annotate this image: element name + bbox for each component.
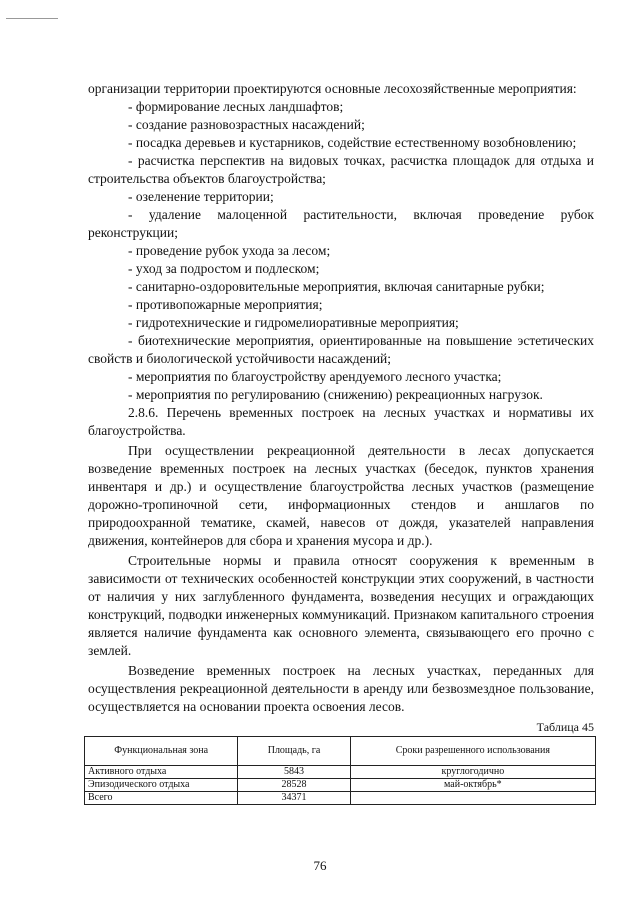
document-body xyxy=(88,80,594,805)
paragraph: Строительные нормы и правила относят сооружения к временным в зависимости от технических особенностей конструкции этих сооружений, в частности от наличия у них заглубленного фундамента, возведения несущих и ограждающих конструкций, подводки инженерных коммуникаций. Признаком капитального строения является наличие фундамента как основного элемента, связывающего его прочно с землей. xyxy=(88,553,594,658)
table-row xyxy=(85,766,596,779)
table-cell: Эпизодического отдыха xyxy=(85,779,238,792)
table-caption: Таблица 45 xyxy=(536,720,594,734)
page-number: 76 xyxy=(313,858,327,873)
table-cell xyxy=(350,792,595,805)
list-item: - биотехнические мероприятия, ориентированные на повышение эстетических свойств и биологической устойчивости насаждений; xyxy=(88,333,594,366)
table-header-row xyxy=(85,737,596,766)
table-cell: круглогодично xyxy=(350,766,595,779)
list-item: - создание разновозрастных насаждений; xyxy=(128,117,365,132)
table-cell: 34371 xyxy=(238,792,350,805)
list-item: - противопожарные мероприятия; xyxy=(128,297,323,312)
table-cell: Активного отдыха xyxy=(85,766,238,779)
list-item: - санитарно-оздоровительные мероприятия, включая санитарные рубки; xyxy=(128,279,545,294)
list-item: - мероприятия по регулированию (снижению) рекреационных нагрузок. xyxy=(128,387,543,402)
table-cell: Всего xyxy=(85,792,238,805)
column-header: Функциональная зона xyxy=(85,737,238,766)
table-cell: 5843 xyxy=(238,766,350,779)
measures-list xyxy=(88,98,594,404)
list-item: - мероприятия по благоустройству арендуемого лесного участка; xyxy=(128,369,502,384)
list-item: - проведение рубок ухода за лесом; xyxy=(128,243,331,258)
list-item: - посадка деревьев и кустарников, содействие естественному возобновлению; xyxy=(128,135,577,150)
list-item: - озеленение территории; xyxy=(128,189,274,204)
table-row xyxy=(85,792,596,805)
list-item: - формирование лесных ландшафтов; xyxy=(128,99,344,114)
column-header: Площадь, га xyxy=(238,737,350,766)
zones-table xyxy=(84,736,596,805)
list-item: - удаление малоценной растительности, включая проведение рубок реконструкции; xyxy=(88,207,594,240)
column-header: Сроки разрешенного использования xyxy=(350,737,595,766)
paragraph: При осуществлении рекреационной деятельности в лесах допускается возведение временных построек на лесных участках (беседок, пунктов хранения инвентаря и др.) и осуществление благоустройства лесных участков (размещение дорожно-тропиночной сети, информационных стендов и аншлагов по природоохранной тематике, скамей, навесов от дождя, указателей направления движения, контейнеров для сбора и хранения мусора и др.). xyxy=(88,443,594,548)
list-item: - уход за подростом и подлеском; xyxy=(128,261,320,276)
table-row xyxy=(85,779,596,792)
scan-edge-mark xyxy=(6,18,58,19)
section-heading: 2.8.6. Перечень временных построек на лесных участках и нормативы их благоустройства. xyxy=(88,405,594,438)
list-item: - расчистка перспектив на видовых точках, расчистка площадок для отдыха и строительства объектов благоустройства; xyxy=(88,153,594,186)
intro-text: организации территории проектируются основные лесохозяйственные мероприятия: xyxy=(88,81,577,96)
table-cell: 28528 xyxy=(238,779,350,792)
table-cell: май-октябрь* xyxy=(350,779,595,792)
paragraph: Возведение временных построек на лесных участках, переданных для осуществления рекреационной деятельности в аренду или безвозмездное пользование, осуществляется на основании проекта освоения лесов. xyxy=(88,663,594,714)
list-item: - гидротехнические и гидромелиоративные мероприятия; xyxy=(128,315,459,330)
